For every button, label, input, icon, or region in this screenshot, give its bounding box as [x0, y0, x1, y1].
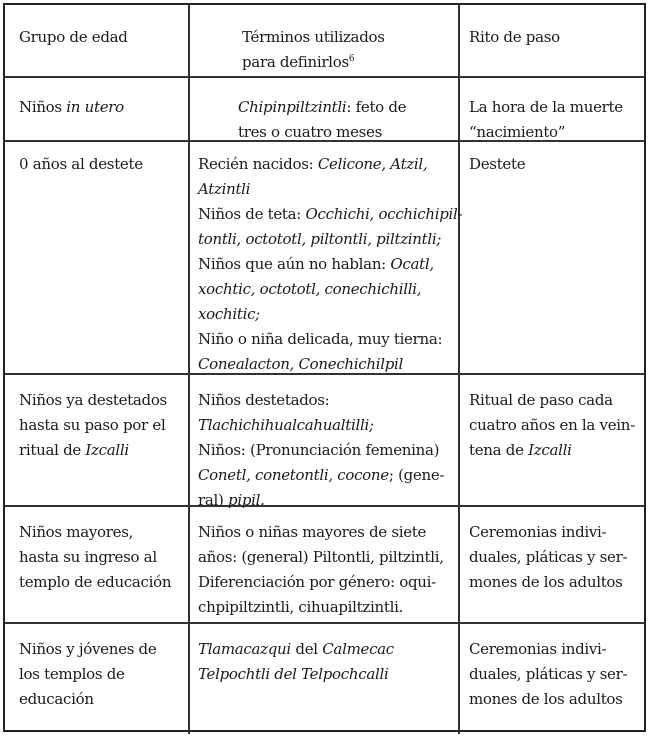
text-line — [469, 520, 644, 545]
text-segment: Izcalli — [528, 441, 572, 459]
terms-cell — [190, 624, 460, 734]
text-segment: Celicone, Atzil, — [317, 155, 428, 173]
text-line — [198, 520, 458, 545]
text-segment: “nacimiento” — [469, 123, 566, 141]
text-line — [19, 152, 188, 177]
column-header — [460, 5, 644, 76]
text-line — [238, 95, 458, 120]
text-segment: Ritual de paso cada — [469, 391, 613, 409]
terms-cell — [190, 78, 460, 140]
text-segment: ral) — [198, 491, 229, 509]
text-segment: Grupo de edad — [19, 28, 128, 46]
text-line — [242, 50, 458, 75]
footnote-ref: 6 — [348, 54, 355, 64]
rite-cell — [460, 624, 644, 734]
table-header-row — [5, 5, 644, 78]
text-line — [19, 25, 188, 50]
text-segment: Diferenciación por género: oqui- — [198, 573, 436, 591]
text-segment: Ceremonias indivi- — [469, 640, 607, 658]
text-segment: Niños: (Pronunciación femenina) — [198, 441, 440, 459]
text-line — [469, 152, 644, 177]
text-segment: para definirlos — [242, 53, 349, 71]
text-line — [469, 570, 644, 595]
table-row — [5, 375, 644, 507]
text-line — [198, 227, 458, 252]
text-line — [198, 570, 458, 595]
text-segment: Niños ya destetados — [19, 391, 167, 409]
text-line — [469, 637, 644, 662]
text-segment: Telpochtli del Telpochcalli — [198, 665, 389, 683]
text-segment: Niños — [19, 98, 67, 116]
text-segment: Izcalli — [85, 441, 129, 459]
age-group-cell — [5, 507, 190, 622]
text-line — [198, 438, 458, 463]
text-line — [19, 570, 188, 595]
table-row — [5, 78, 644, 142]
text-segment: educación — [19, 690, 94, 708]
text-segment: xochtic, octototl, conechichilli, — [198, 280, 422, 298]
text-segment: Niños y jóvenes de — [19, 640, 157, 658]
text-segment: Occhichi, occhichipil- — [305, 205, 463, 223]
rite-cell — [460, 375, 644, 505]
text-segment: xochitic; — [198, 305, 260, 323]
text-segment: Niños o niñas mayores de siete — [198, 523, 427, 541]
text-line — [198, 202, 463, 227]
text-segment: pipil. — [228, 491, 265, 509]
column-header — [5, 5, 190, 76]
age-group-cell — [5, 142, 190, 373]
text-segment: años: (general) Piltontli, piltzintli, — [198, 548, 444, 566]
text-line — [469, 25, 644, 50]
text-segment: tres o cuatro meses — [238, 123, 383, 141]
table-row — [5, 507, 644, 624]
text-line — [19, 413, 188, 438]
text-segment: Tlachichihualcahualtilli; — [198, 416, 374, 434]
age-groups-table — [3, 3, 646, 732]
text-line — [469, 438, 644, 463]
text-line — [198, 413, 458, 438]
text-line — [19, 438, 188, 463]
text-segment: Ceremonias indivi- — [469, 523, 607, 541]
text-segment: chpipiltzintli, cihuapiltzintli. — [198, 598, 404, 616]
text-line — [198, 352, 458, 377]
text-segment: La hora de la muerte — [469, 98, 623, 116]
table-row — [5, 624, 644, 734]
rite-cell — [460, 78, 644, 140]
text-segment: mones de los adultos — [469, 690, 623, 708]
text-line — [198, 388, 458, 413]
text-segment: mones de los adultos — [469, 573, 623, 591]
text-line — [198, 662, 458, 687]
text-line — [19, 520, 188, 545]
text-segment: duales, pláticas y ser- — [469, 665, 628, 683]
rite-cell — [460, 507, 644, 622]
text-line — [469, 388, 644, 413]
text-line — [198, 277, 458, 302]
text-segment: duales, pláticas y ser- — [469, 548, 628, 566]
text-segment: Destete — [469, 155, 526, 173]
text-segment: hasta su paso por el — [19, 416, 166, 434]
text-segment: cuatro años en la vein- — [469, 416, 635, 434]
text-segment: : feto de — [346, 98, 407, 116]
text-segment: tontli, octototl, piltontli, piltzintli; — [198, 230, 442, 248]
text-segment: Recién nacidos: — [198, 155, 318, 173]
text-segment: ritual de — [19, 441, 86, 459]
text-line — [198, 545, 458, 570]
text-line — [469, 687, 644, 712]
text-segment: ; (gene- — [388, 466, 445, 484]
text-segment: Niños que aún no hablan: — [198, 255, 391, 273]
text-segment: Tlamacazqui — [198, 640, 291, 658]
text-line — [469, 545, 644, 570]
terms-cell — [190, 375, 460, 509]
age-group-cell — [5, 375, 190, 505]
text-line — [19, 662, 188, 687]
column-header — [190, 5, 460, 76]
terms-cell — [190, 507, 460, 622]
text-segment: Rito de paso — [469, 28, 560, 46]
text-segment: Atzintli — [198, 180, 251, 198]
text-line — [469, 95, 644, 120]
text-segment: 0 años al destete — [19, 155, 143, 173]
text-segment: Conealacton, Conechichilpil — [198, 355, 404, 373]
text-segment: in utero — [66, 98, 124, 116]
text-line — [19, 388, 188, 413]
text-segment: Conetl, conetontli, cocone — [198, 466, 389, 484]
text-line — [19, 545, 188, 570]
text-segment: Niños mayores, — [19, 523, 134, 541]
text-line — [198, 152, 458, 177]
text-segment: Ocatl, — [390, 255, 434, 273]
text-line — [19, 687, 188, 712]
table-row — [5, 142, 644, 375]
text-line — [198, 595, 458, 620]
text-line — [19, 637, 188, 662]
text-line — [242, 25, 458, 50]
terms-cell — [190, 142, 463, 373]
text-line — [198, 327, 458, 352]
text-line — [198, 463, 458, 488]
age-group-cell — [5, 78, 190, 140]
text-segment: tena de — [469, 441, 529, 459]
text-line — [19, 95, 188, 120]
age-group-cell — [5, 624, 190, 734]
text-segment: hasta su ingreso al — [19, 548, 157, 566]
text-segment: Niños destetados: — [198, 391, 330, 409]
text-line — [469, 662, 644, 687]
text-line — [198, 252, 458, 277]
text-line — [198, 637, 458, 662]
text-segment: los templos de — [19, 665, 125, 683]
text-segment: Niños de teta: — [198, 205, 306, 223]
text-line — [469, 413, 644, 438]
rite-cell — [460, 142, 644, 373]
text-segment: Chipinpiltzintli — [238, 98, 347, 116]
text-segment: templo de educación — [19, 573, 172, 591]
text-line — [198, 177, 458, 202]
text-line — [198, 302, 458, 327]
text-segment: Niño o niña delicada, muy tierna: — [198, 330, 443, 348]
text-segment: del — [290, 640, 323, 658]
text-segment: Calmecac — [322, 640, 394, 658]
text-segment: Términos utilizados — [242, 28, 385, 46]
